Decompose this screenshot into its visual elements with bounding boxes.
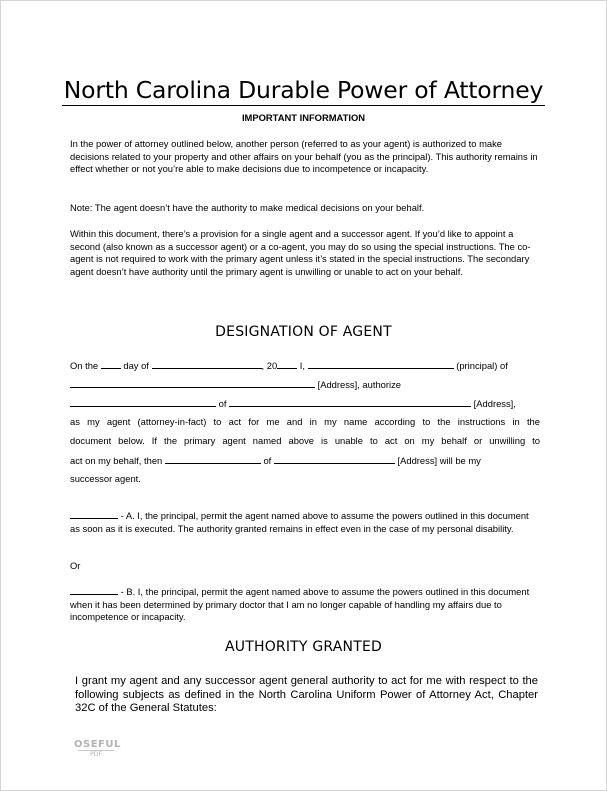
usefulpdf-logo bbox=[74, 739, 121, 761]
document-subtitle: IMPORTANT INFORMATION bbox=[241, 112, 366, 123]
designation-line-3 bbox=[70, 397, 540, 410]
address-comma-label: [Address], bbox=[473, 398, 516, 409]
designation-line-4: as my agent (attorney-in-fact) to act for me and in my name according to the instructions in the bbox=[70, 416, 540, 427]
document-title: North Carolina Durable Power of Attorney bbox=[63, 76, 544, 104]
or-label: Or bbox=[70, 560, 81, 571]
successor-address-blank[interactable] bbox=[274, 454, 395, 464]
designation-line-1 bbox=[70, 359, 540, 372]
day-blank[interactable] bbox=[101, 359, 121, 369]
month-blank[interactable] bbox=[152, 359, 262, 369]
option-b-text: - B. I, the principal, permit the agent named above to assume the powers outlined in this document when it has been determined by primary doctor that I am no longer capable of handling my affairs due to incompetence or incapacity. bbox=[70, 586, 530, 623]
on-the-label: On the bbox=[70, 360, 99, 371]
i-label: I, bbox=[299, 360, 305, 371]
option-a-text: - A. I, the principal, permit the agent named above to assume the powers outlined in this document as soon as it is executed. The authority granted remains in effect even in the case of my personal disability. bbox=[70, 510, 529, 534]
intro-note: Note: The agent doesn’t have the authority to make medical decisions on your behalf. bbox=[70, 202, 425, 213]
day-of-label: day of bbox=[123, 360, 149, 371]
address-successor-label: [Address] will be my bbox=[397, 455, 481, 466]
option-a bbox=[70, 509, 538, 535]
option-b bbox=[70, 585, 538, 624]
of-label-2: of bbox=[263, 455, 272, 466]
logo-word: OSEFUL bbox=[74, 739, 121, 750]
act-on-behalf-label: act on my behalf, then bbox=[70, 455, 163, 466]
year-prefix-label: , 20 bbox=[261, 360, 278, 371]
principal-of-label: (principal) of bbox=[456, 360, 508, 371]
successor-name-blank[interactable] bbox=[165, 454, 261, 464]
principal-address-blank[interactable] bbox=[70, 378, 315, 388]
designation-line-6 bbox=[70, 454, 540, 467]
option-b-initial-blank[interactable] bbox=[70, 585, 118, 595]
designation-line-2 bbox=[70, 378, 540, 391]
designation-line-5: document below. If the primary agent named above is unable to act on my behalf or unwilling to bbox=[70, 435, 540, 446]
intro-paragraph-1: In the power of attorney outlined below, another person (referred to as your agent) is authorized to make decisions related to your property and other affairs on your behalf (you as the principal). This authority remains in effect whether or not you’re able to make decisions due to incompetence or incapacity. bbox=[70, 138, 538, 175]
agent-address-blank[interactable] bbox=[229, 397, 471, 407]
authority-heading: AUTHORITY GRANTED bbox=[225, 639, 382, 655]
intro-paragraph-3: Within this document, there’s a provision for a single agent and a successor agent. If you’d like to appoint a second (also known as a successor agent) or a co-agent, you may do so using the special instructions. The co-agent is not required to work with the primary agent unless it’s stated in the special instructions. The secondary agent doesn’t have authority until the primary agent is unwilling or unable to act on your behalf. bbox=[70, 228, 531, 278]
of-label: of bbox=[218, 398, 227, 409]
agent-name-blank[interactable] bbox=[70, 397, 216, 407]
designation-line-7: successor agent. bbox=[70, 473, 141, 484]
address-authorize-label: [Address], authorize bbox=[317, 379, 401, 390]
principal-name-blank[interactable] bbox=[308, 359, 454, 369]
logo-sub: PDF bbox=[78, 750, 114, 758]
designation-heading: DESIGNATION OF AGENT bbox=[215, 324, 392, 340]
option-a-initial-blank[interactable] bbox=[70, 509, 118, 519]
year-blank[interactable] bbox=[277, 359, 297, 369]
authority-text: I grant my agent and any successor agent general authority to act for me with respect to the following subjects as defined in the North Carolina Uniform Power of Attorney Act, Chapter 32C of the General Statutes: bbox=[75, 675, 538, 714]
